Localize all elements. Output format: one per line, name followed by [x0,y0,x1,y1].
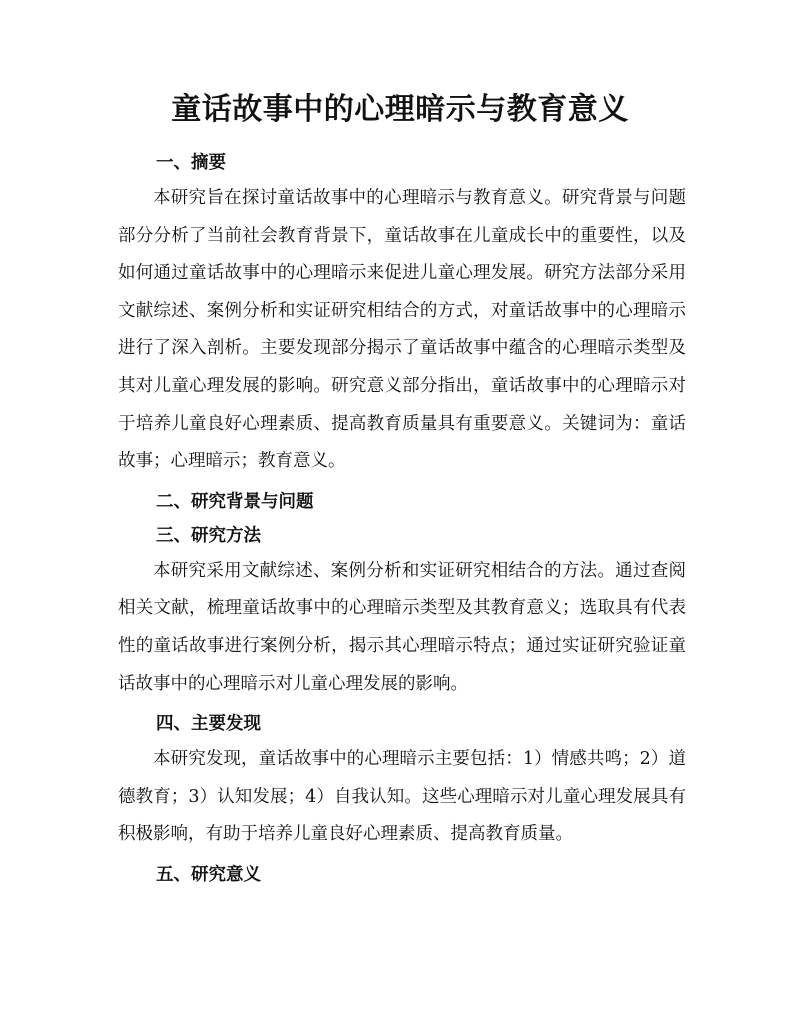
section-heading-findings: 四、主要发现 [156,714,261,735]
section-heading-abstract: 一、摘要 [156,153,226,173]
section-heading-significance: 五、研究意义 [156,864,261,885]
document-body [118,146,686,892]
section-paragraph-methods: 本研究采用文献综述、案例分析和实证研究相结合的方法。通过查阅相关文献，梳理童话故事中的心理暗示类型及其教育意义；选取具有代表性的童话故事进行案例分析，揭示其心理暗示特点；通过实证研究验证童话故事中的心理暗示对儿童心理发展的影响。 [118,560,686,694]
section-paragraph-abstract: 本研究旨在探讨童话故事中的心理暗示与教育意义。研究背景与问题部分分析了当前社会教育背景下，童话故事在儿童成长中的重要性，以及如何通过童话故事中的心理暗示来促进儿童心理发展。研究方法部分采用文献综述、案例分析和实证研究相结合的方式，对童话故事中的心理暗示进行了深入剖析。主要发现部分揭示了童话故事中蕴含的心理暗示类型及其对儿童心理发展的影响。研究意义部分指出，童话故事中的心理暗示对于培养儿童良好心理素质、提高教育质量具有重要意义。关键词为：童话故事；心理暗示；教育意义。 [118,188,686,472]
section-heading-background: 二、研究背景与问题 [156,491,314,512]
section-paragraph-findings: 本研究发现，童话故事中的心理暗示主要包括：1）情感共鸣；2）道德教育；3）认知发展；4）自我认知。这些心理暗示对儿童心理发展具有积极影响，有助于培养儿童良好心理素质、提高教育质量。 [118,749,686,845]
document-title: 童话故事中的心理暗示与教育意义 [171,92,629,127]
section-heading-methods: 三、研究方法 [156,525,261,546]
